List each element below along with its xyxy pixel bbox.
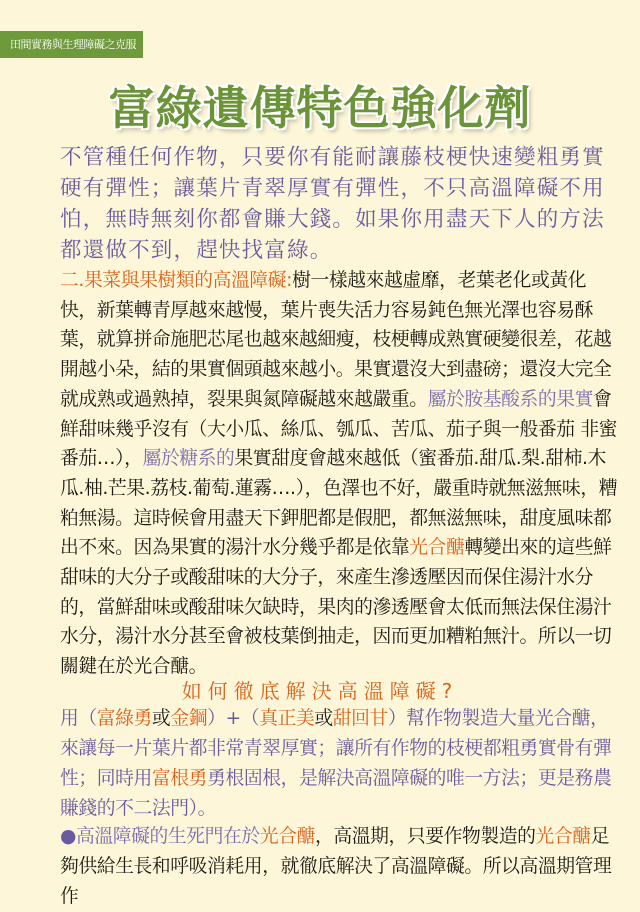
section2-text4: 轉變出來的這些鮮甜味的大分子或酸甜味的大分子，來產生滲透壓因而保住湯汁水分的，當鮮甜味或酸甜味欠缺時，果肉的滲透壓會太低而無法保住湯汁水分，湯汁水分甚至會被枝葉倒抽走，因而更加糟粕無汁。所以一切關鍵在於光合醣。 (60, 537, 612, 678)
keyword-photosynthate-2: 光合醣 (259, 826, 315, 847)
bullet-dot-icon: ● (60, 826, 76, 847)
section2-text1: 樹一樣越來越虛靡，老葉老化或黃化快，新葉轉青厚越來越慢，葉片喪失活力容易鈍色無光澤也容易酥葉，就算拼命施肥芯尾也越來越細瘦，枝梗轉成熟實硬變很差，花越開越小朵，結的果實個頭越來越小。果實還沒大到盡磅；還沒大完全就成熟或過熟掉，裂果與氮障礙越來越嚴重。 (60, 270, 612, 410)
sugar-label: 屬於糖系的 (142, 448, 235, 470)
product-fugen-yong: 富根勇 (151, 768, 208, 789)
section2-text3: 果實甜度會越來越低（蜜番茄.甜瓜.梨.甜柿.木瓜.柚.芒果.荔枝.葡萄.蓮霧….），色澤也不好，嚴重時就無滋無味，糟粕無湯。這時候會用盡天下鉀肥都是假肥，都無滋無味，甜度風味都出不來。因為果實的湯汁水分幾乎都是依靠 (60, 448, 618, 559)
product-zhenzhengmei: 真正美 (259, 708, 315, 729)
page-title: 富綠遺傳特色強化劑 (108, 81, 532, 135)
amino-acid-label: 屬於胺基酸系的果實 (427, 388, 594, 410)
section2-text2: 會鮮甜味幾乎沒有（大小瓜、絲瓜、瓠瓜、苦瓜、茄子與一般番茄 非蜜番茄…）， (60, 388, 618, 470)
product-jingang: 金鋼 (170, 708, 208, 729)
keyword-photosynthate: 光合醣 (409, 537, 465, 559)
section-header-tab: 田間實務與生理障礙之克服 (0, 31, 143, 58)
solution-text-2: ）+（ (207, 708, 260, 729)
solution-paragraph (60, 704, 620, 824)
solution-text-1: 用（ (60, 708, 97, 729)
bullet-text-2: 足夠供給生長和呼吸消耗用，就徹底解決了高溫障礙。所以高溫期管理作 (60, 826, 612, 907)
solution-text-3: ）幫作物製造大量光合醣，來讓每一片葉片都非常青翠厚實；讓所有作物的枝梗都粗勇實骨有彈性；同時用 (60, 708, 612, 789)
section2-heading: 二.果菜與果樹類的高溫障礙: (60, 270, 293, 291)
bullet-lead: 高溫障礙的生死門在於 (76, 826, 260, 847)
solution-subheading: 如何徹底解決高溫障礙? (181, 679, 459, 703)
bullet-paragraph (60, 822, 620, 912)
intro-paragraph: 不管種任何作物，只要你有能耐讓藤枝梗快速變粗勇實硬有彈性；讓葉片青翠厚實有彈性，不只高溫障礙不用怕，無時無刻你都會賺大錢。如果你用盡天下人的方法都還做不到，趕快找富綠。 (60, 145, 605, 263)
section2-paragraph (60, 266, 620, 682)
product-fulu-yong: 富綠勇 (96, 708, 152, 729)
or-text-2: 或 (314, 708, 333, 729)
or-text-1: 或 (151, 708, 171, 729)
solution-text-4: 勇根固根，是解決高溫障礙的唯一方法；更是務農賺錢的不二法門）。 (60, 768, 612, 819)
product-tianhuigan: 甜回甘 (332, 708, 388, 729)
bullet-text-1: ，高溫期，只要作物製造的 (314, 826, 536, 847)
keyword-photosynthate-3: 光合醣 (535, 826, 591, 847)
